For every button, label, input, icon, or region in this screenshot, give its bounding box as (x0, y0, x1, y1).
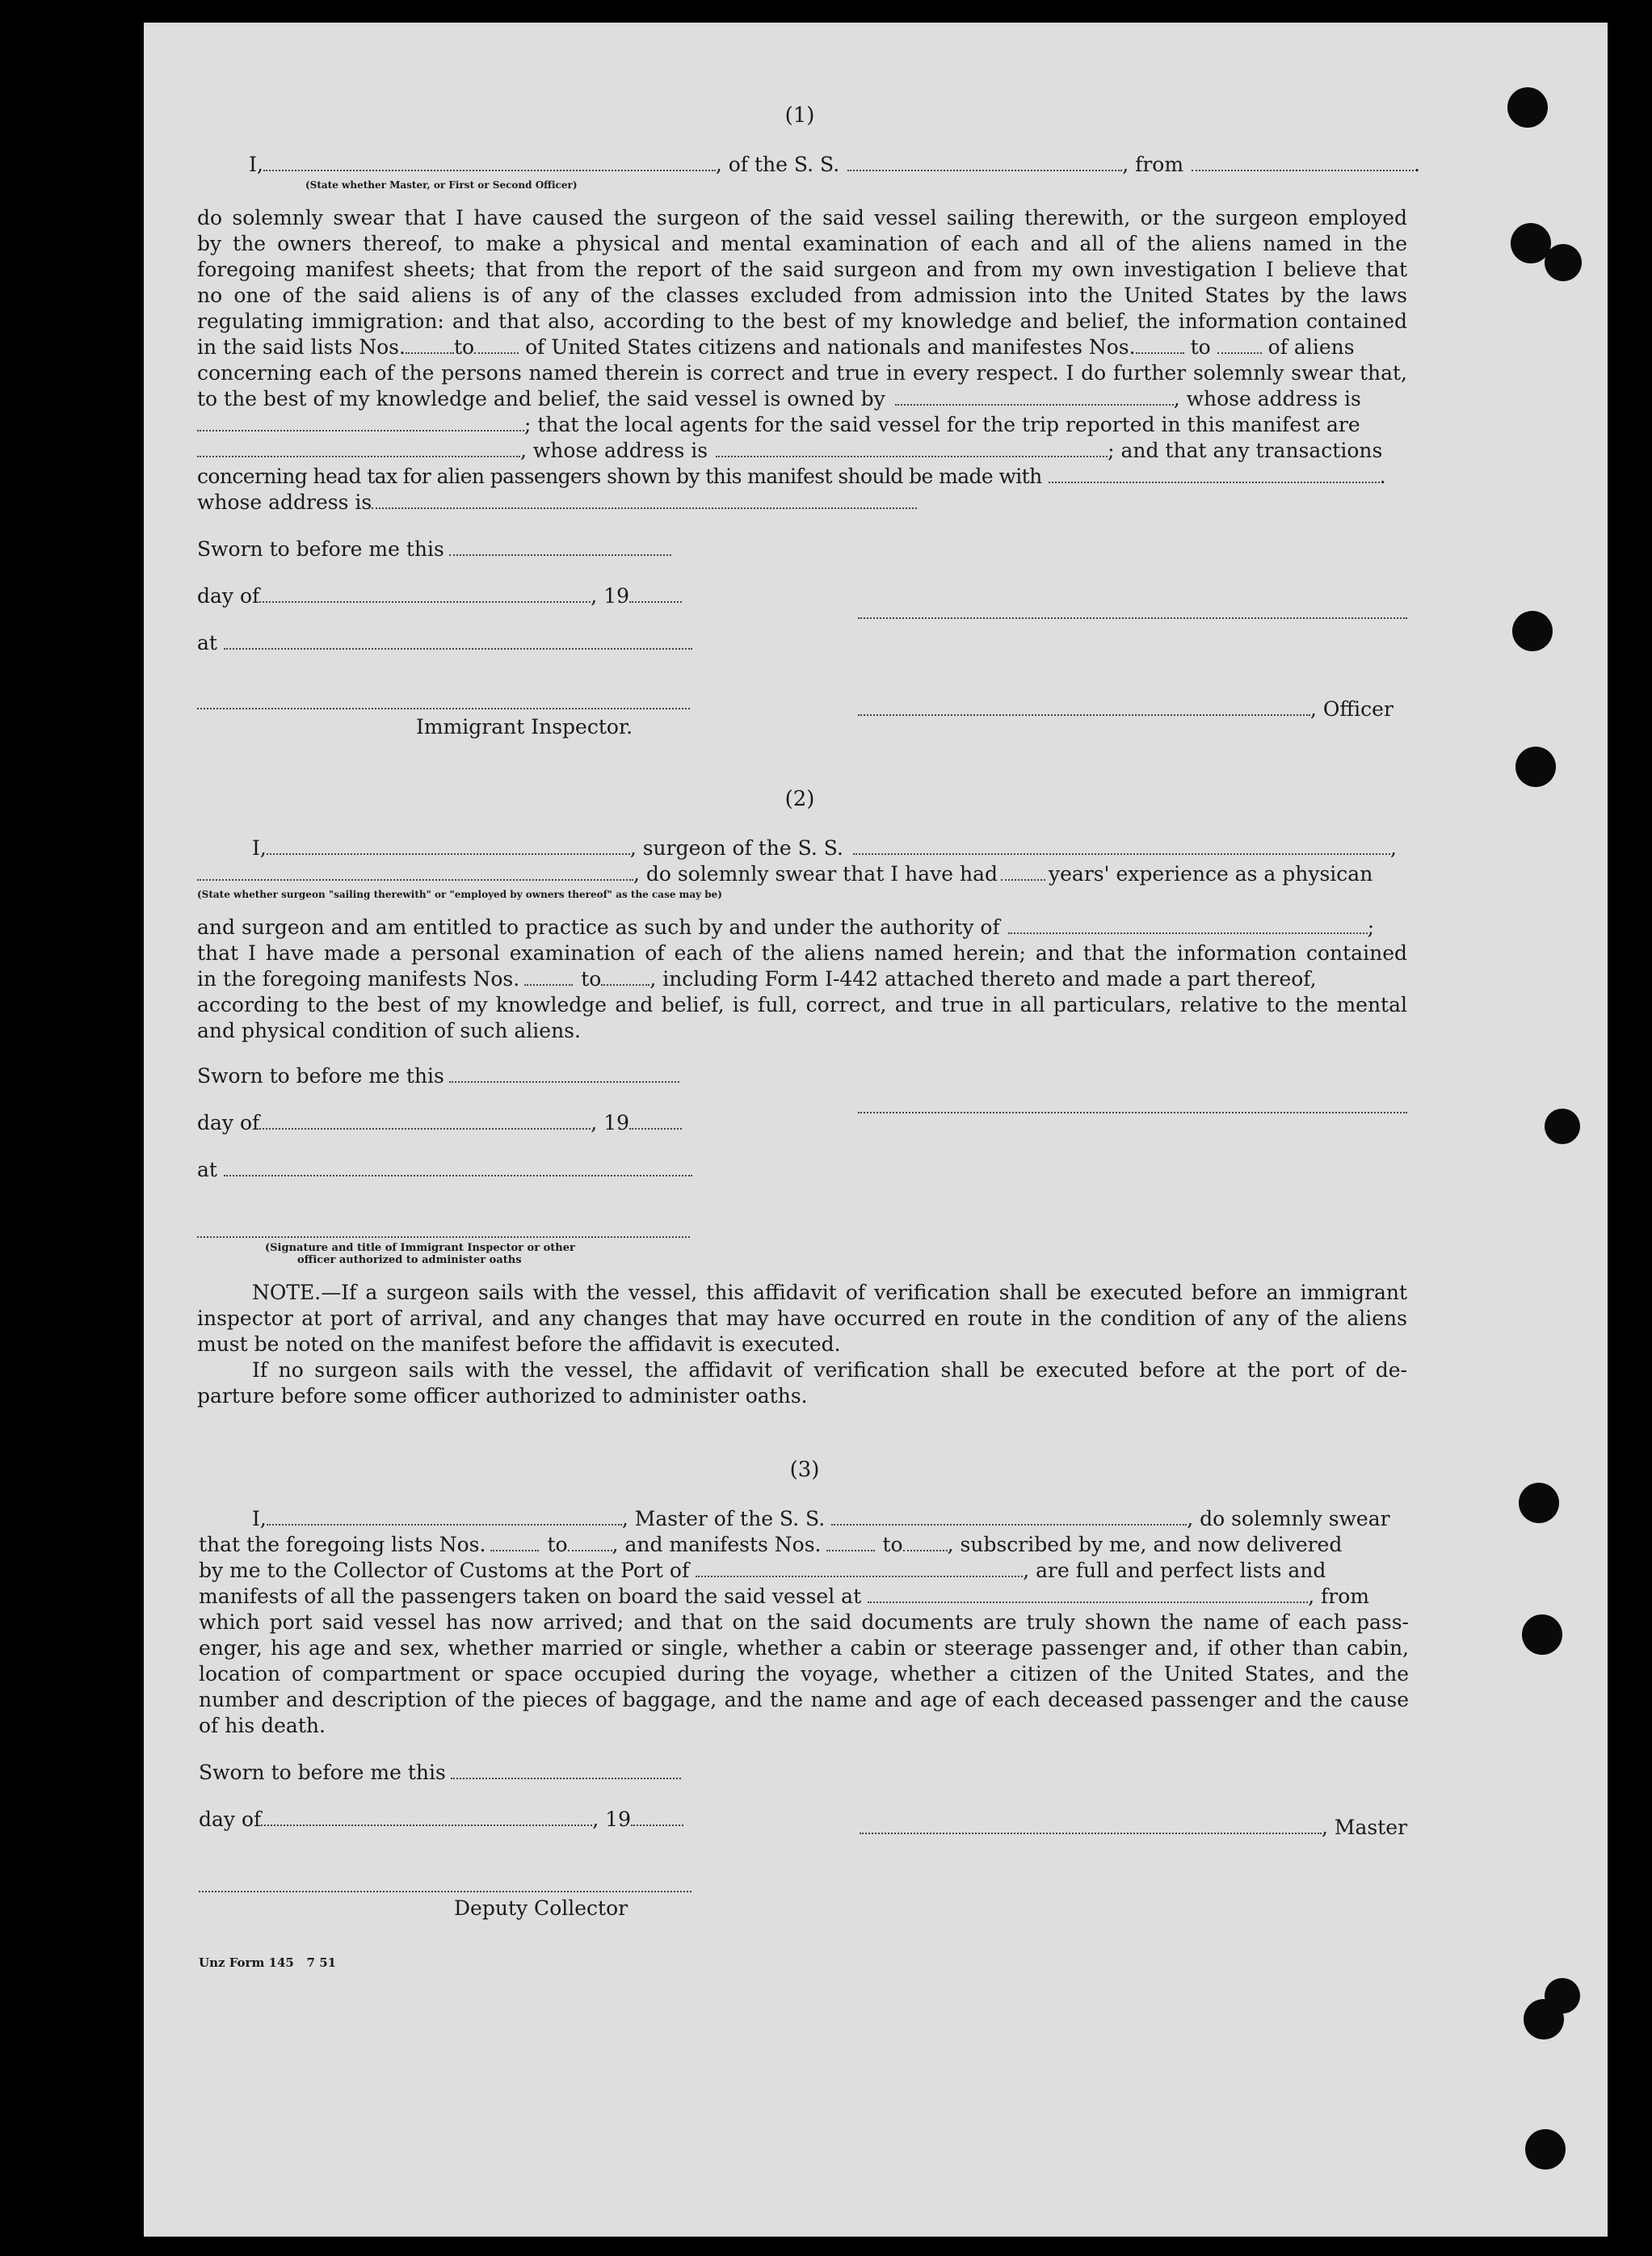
s3-line-2: that the foregoing lists Nos. to , and manifests Nos. to , subscribed by me, and now delivered (199, 1533, 1343, 1556)
section-3-number: (3) (789, 1458, 820, 1482)
s2-line-5: in the foregoing manifests Nos. to , including Form I-442 attached thereto and made a part thereof, (197, 967, 1317, 991)
s1-line-5: no one of the said aliens is of any of the classes excluded from admission into the United States by the laws (197, 284, 1407, 307)
lists-from-field[interactable] (406, 338, 454, 354)
s2-line-2: , do solemnly swear that I have had years' experience as a physican (197, 861, 1372, 887)
s2-line-4: that I have made a personal examination of each of the aliens named herein; and that the information contained (197, 941, 1407, 965)
section-1-number: (1) (784, 103, 815, 128)
s2-sig-note-1: (Signature and title of Immigrant Inspector or other (265, 1242, 575, 1254)
manifests-to-field[interactable] (1217, 338, 1262, 354)
owner-address-field[interactable] (197, 415, 524, 431)
s1-officer-note: (State whether Master, or First or Second Officer) (305, 179, 578, 191)
s3-line-1: I, , Master of the S. S. , do solemnly swear (252, 1507, 1390, 1530)
s3-line-6: enger, his age and sex, whether married or single, whether a cabin or steerage passenger and, if other than cabin, (199, 1636, 1409, 1660)
s3-lists-to-field[interactable] (568, 1535, 612, 1551)
s1-at: at (197, 630, 692, 656)
s2-line-3: and surgeon and am entitled to practice as such by and under the authority of ; (197, 915, 1375, 939)
s2-at-field[interactable] (224, 1160, 692, 1176)
s2-sailing-field[interactable] (197, 865, 633, 881)
s3-line-8: number and description of the pieces of baggage, and the name and age of each deceased passenger and the cause (199, 1688, 1409, 1711)
owner-field[interactable] (895, 389, 1174, 406)
s3-line-7: location of compartment or space occupied during the voyage, whether a citizen of the United States, and the (199, 1662, 1409, 1686)
s2-sworn: Sworn to before me this (197, 1063, 679, 1089)
s3-day-field[interactable] (261, 1810, 592, 1826)
s1-officer-sig-line[interactable] (858, 617, 1407, 619)
s2-note-line-3: must be noted on the manifest before the affidavit is executed. (197, 1332, 841, 1356)
lists-to-field[interactable] (474, 338, 519, 354)
s2-vessel-field[interactable] (853, 839, 1390, 855)
s1-line-12: concerning head tax for alien passengers shown by this manifest should be made with . (197, 465, 1385, 488)
s2-note-line-5: parture before some officer authorized to administer oaths. (197, 1384, 808, 1408)
s3-sworn-field[interactable] (451, 1763, 681, 1779)
s2-sworn-field[interactable] (449, 1067, 679, 1083)
s2-manifest-from-field[interactable] (524, 970, 573, 986)
punch-hole (1524, 1999, 1564, 2039)
s1-day-field[interactable] (259, 587, 591, 603)
s1-officer-line: , Officer (858, 697, 1393, 722)
s1-inspector-label: Immigrant Inspector. (416, 715, 633, 739)
s1-line-8: concerning each of the persons named therein is correct and true in every respect. I do further solemnly swear that, (197, 361, 1407, 385)
s2-line-1: I, , surgeon of the S. S. , (252, 836, 1397, 860)
s2-note-line-1: NOTE.—If a surgeon sails with the vessel, this affidavit of verification shall be executed before an immigrant (252, 1281, 1407, 1304)
s3-deputy-label: Deputy Collector (454, 1896, 628, 1920)
s3-line-3: by me to the Collector of Customs at the Port of , are full and perfect lists and (199, 1559, 1326, 1582)
s3-master-field[interactable] (267, 1509, 622, 1526)
s3-dayof: day of , 19 (199, 1807, 683, 1833)
s2-inspector-sig-line[interactable] (197, 1236, 690, 1238)
s1-line-4: foregoing manifest sheets; that from the report of the said surgeon and from my own investigation I believe that (197, 258, 1407, 281)
punch-hole (1515, 747, 1556, 787)
s3-deputy-sig-line[interactable] (199, 1891, 691, 1892)
s2-sig-note-2: officer authorized to administer oaths (297, 1254, 522, 1266)
punch-hole (1512, 611, 1553, 651)
s3-vessel-field[interactable] (831, 1509, 1187, 1526)
s1-line-6: regulating immigration: and that also, according to the best of my knowledge and belief, the information contained (197, 309, 1407, 333)
s1-line-3: by the owners thereof, to make a physical and mental examination of each and all of the aliens named in the (197, 232, 1407, 255)
s2-note-line-2: inspector at port of arrival, and any changes that may have occurred en route in the condition of any of the aliens (197, 1307, 1407, 1330)
s1-line-13: whose address is (197, 490, 917, 516)
head-tax-field[interactable] (1049, 467, 1380, 483)
s3-port-field[interactable] (696, 1561, 1023, 1577)
s1-line-7: in the said lists Nos. to of United States citizens and nationals and manifestes Nos. to of aliens (197, 335, 1355, 359)
s1-at-field[interactable] (224, 633, 692, 650)
s2-authority-field[interactable] (1008, 918, 1368, 934)
s1-officer-field[interactable] (858, 700, 1310, 716)
punch-hole (1545, 244, 1582, 281)
s3-year-field[interactable] (631, 1810, 683, 1826)
agents-field[interactable] (197, 441, 520, 457)
s2-line-6: according to the best of my knowledge and belief, is full, correct, and true in all particulars, relative to the mental (197, 993, 1407, 1016)
s1-line-10: ; that the local agents for the said vessel for the trip reported in this manifest are (197, 412, 1360, 438)
s3-lists-from-field[interactable] (490, 1535, 539, 1551)
punch-hole (1519, 1483, 1559, 1523)
punch-hole (1525, 2129, 1566, 2170)
s3-manifests-to-field[interactable] (903, 1535, 948, 1551)
s1-line-2: do solemnly swear that I have caused the surgeon of the said vessel sailing therewith, or the surgeon employed (197, 206, 1407, 229)
s1-line-9: to the best of my knowledge and belief, the said vessel is owned by , whose address is (197, 387, 1361, 410)
head-tax-address-field[interactable] (372, 493, 917, 509)
s2-at: at (197, 1157, 692, 1183)
form-number: Unz Form 145 7 51 (199, 1955, 337, 1970)
s1-sworn-field[interactable] (449, 540, 671, 556)
s3-line-9: of his death. (199, 1714, 326, 1737)
s2-surgeon-field[interactable] (267, 839, 630, 855)
s1-year-field[interactable] (629, 587, 682, 603)
from-field[interactable] (1192, 155, 1414, 171)
s3-manifests-from-field[interactable] (826, 1535, 875, 1551)
s2-surgeon-sig-line[interactable] (858, 1112, 1407, 1113)
vessel-field[interactable] (847, 155, 1122, 171)
punch-hole (1545, 1109, 1580, 1144)
punch-hole (1507, 87, 1548, 128)
s3-master-line: , Master (860, 1815, 1407, 1841)
s2-dayof: day of , 19 (197, 1110, 682, 1136)
s1-inspector-sig-line[interactable] (197, 708, 690, 709)
s3-sworn: Sworn to before me this (199, 1760, 681, 1786)
s2-day-field[interactable] (259, 1113, 591, 1130)
s2-year-field[interactable] (629, 1113, 682, 1130)
s3-master-sig-field[interactable] (860, 1818, 1322, 1834)
punch-hole (1522, 1614, 1562, 1655)
s2-line-7: and physical condition of such aliens. (197, 1019, 581, 1042)
s2-note-line-4: If no surgeon sails with the vessel, the affidavit of verification shall be executed before at the port of de- (252, 1358, 1407, 1382)
s2-manifest-to-field[interactable] (601, 970, 649, 986)
s1-line-1: I, , of the S. S. , from . (249, 153, 1420, 176)
s3-line-5: which port said vessel has now arrived; and that on the said documents are truly shown the name of each pass- (199, 1610, 1409, 1634)
section-2-number: (2) (784, 787, 815, 811)
s2-surgeon-note: (State whether surgeon "sailing therewith" or "employed by owners thereof" as the case may be) (197, 889, 722, 900)
s1-dayof: day of , 19 (197, 583, 682, 609)
agents-address-field[interactable] (716, 441, 1108, 457)
manifests-from-field[interactable] (1136, 338, 1184, 354)
officer-field[interactable] (263, 155, 716, 171)
s1-line-11: , whose address is ; and that any transactions (197, 438, 1382, 464)
s1-sworn: Sworn to before me this (197, 537, 671, 562)
s2-years-field[interactable] (1001, 865, 1045, 881)
s3-line-4: manifests of all the passengers taken on board the said vessel at , from (199, 1585, 1369, 1608)
s3-boarded-at-field[interactable] (868, 1587, 1308, 1603)
